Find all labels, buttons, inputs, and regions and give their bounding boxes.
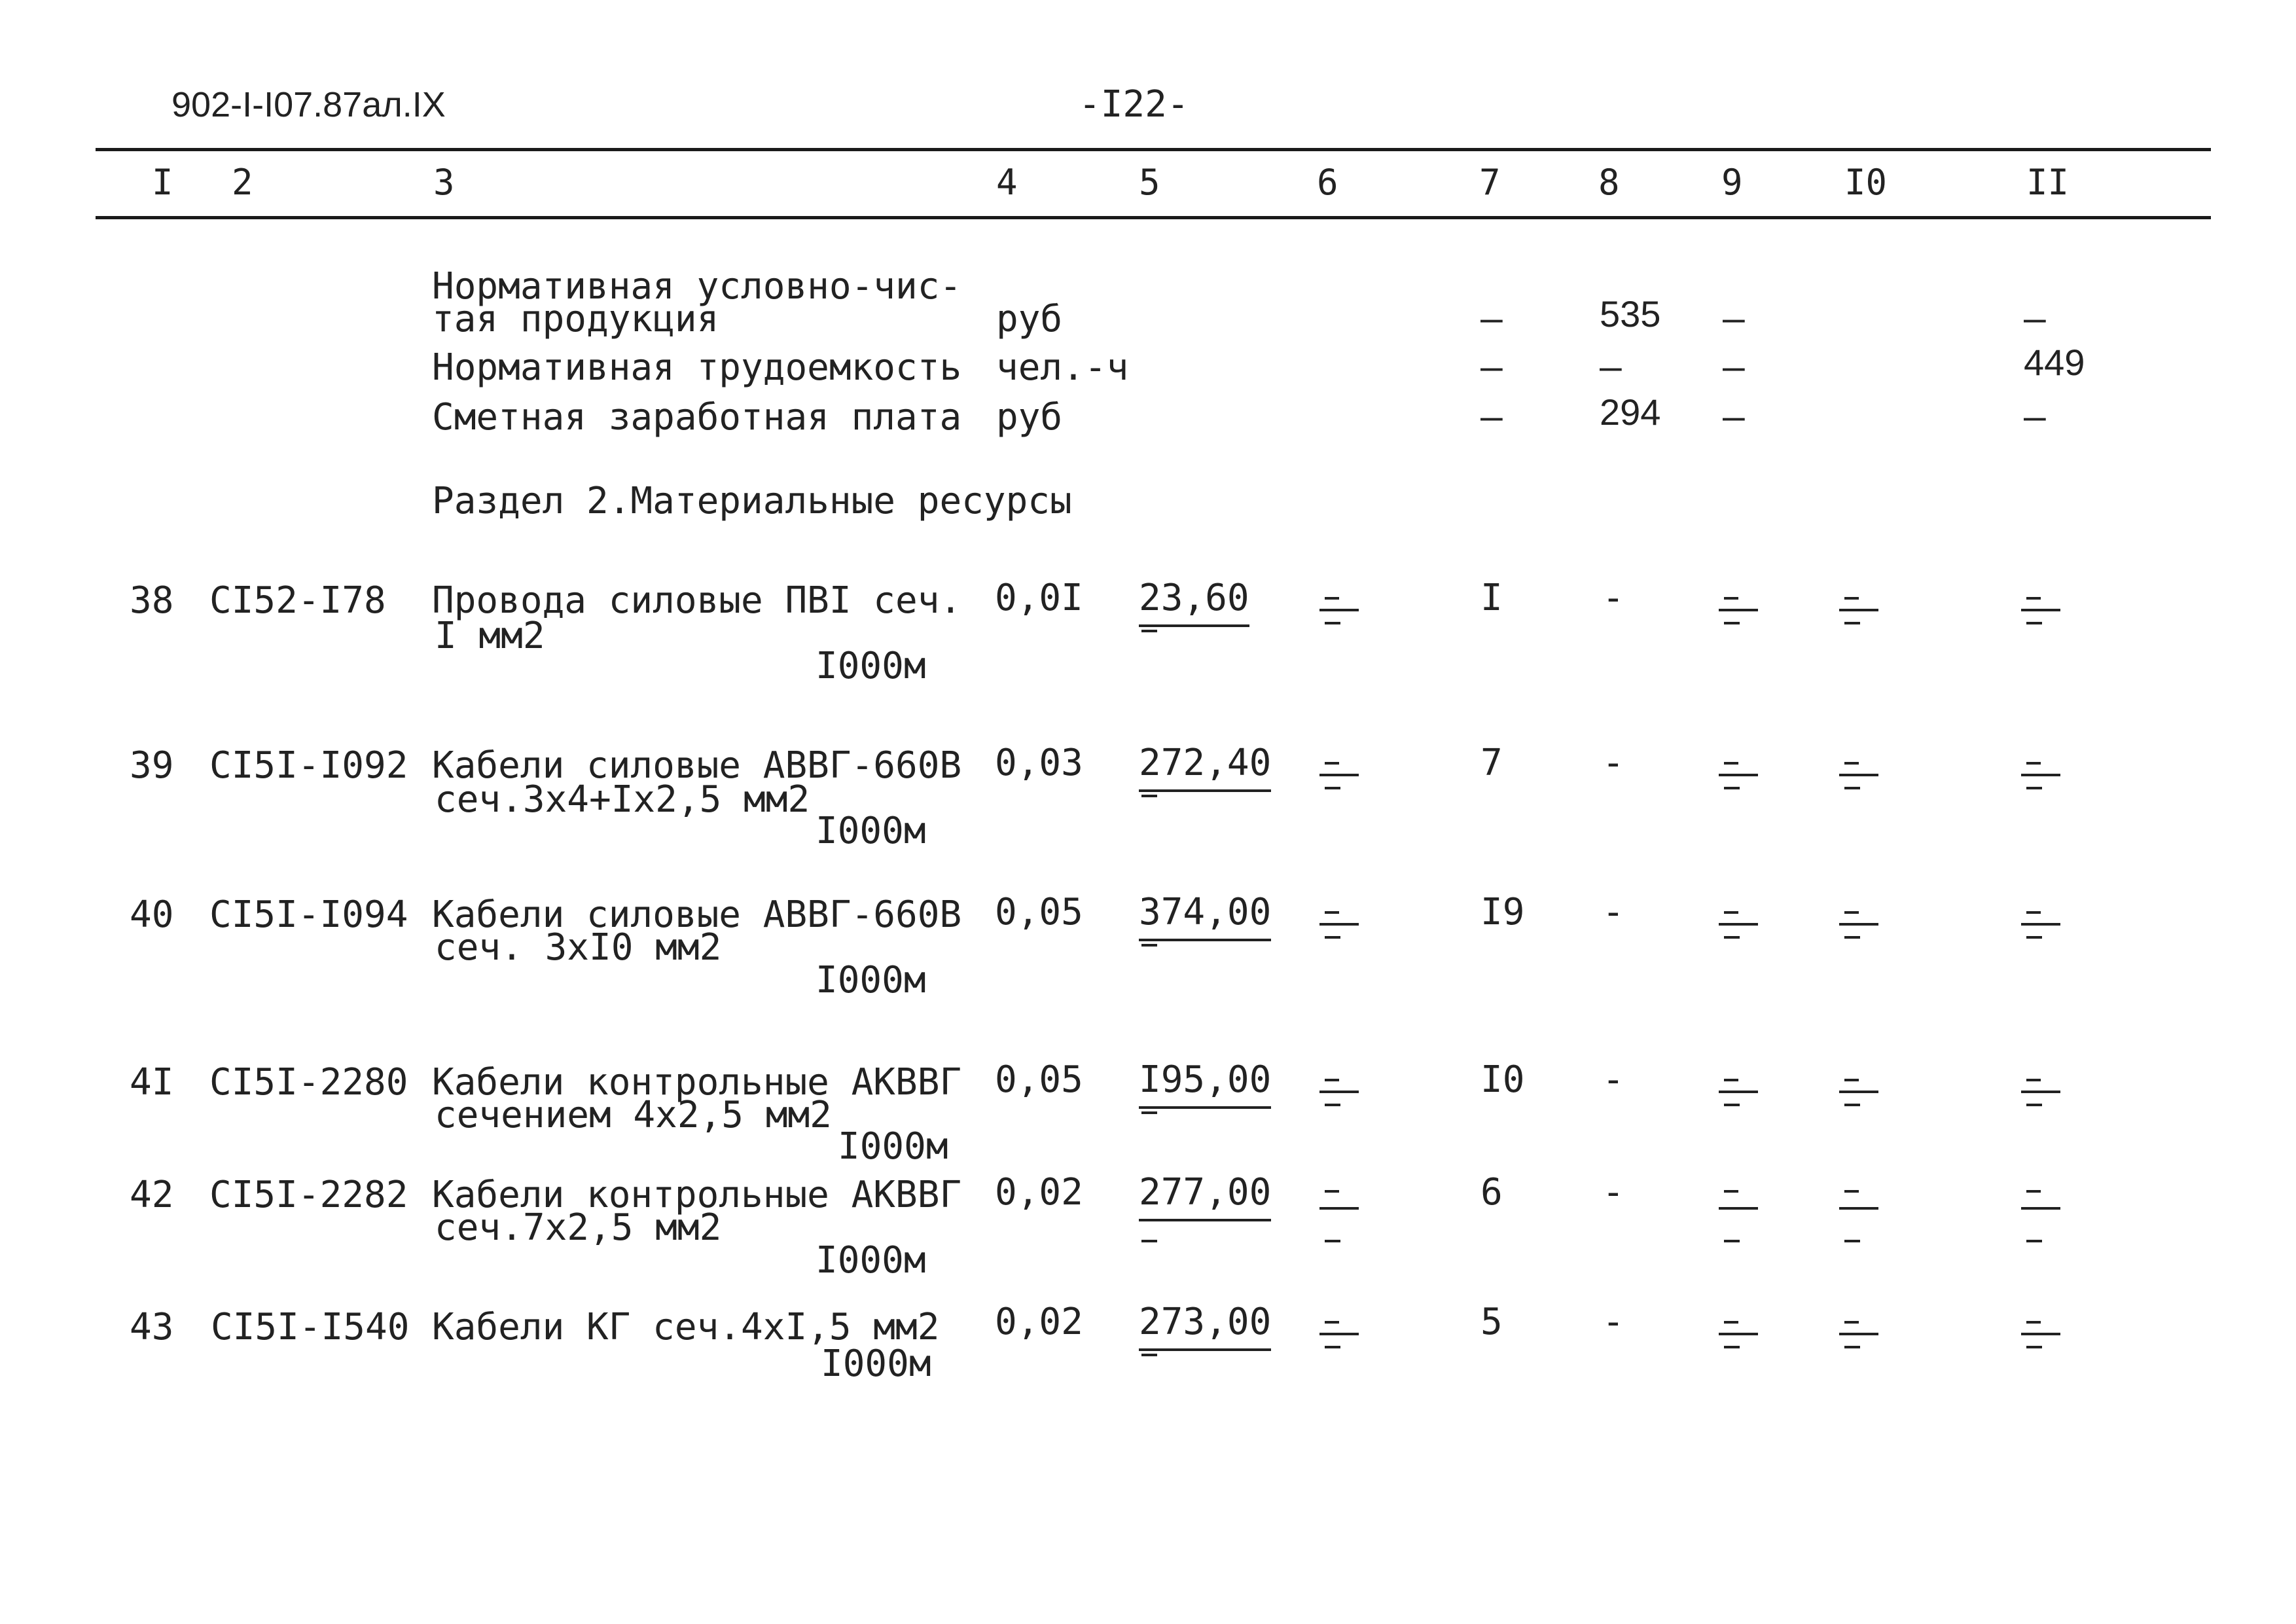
summary-col9: – xyxy=(1723,298,1745,340)
item-name-continued: сеч. 3хI0 мм2 xyxy=(435,926,722,969)
item-col7: I0 xyxy=(1480,1058,1525,1101)
price-dash xyxy=(1141,795,1157,797)
ditto-mark xyxy=(1719,905,1759,950)
price-dash xyxy=(1141,1354,1157,1356)
item-number: 4I xyxy=(130,1061,174,1104)
item-measure-unit: I000м xyxy=(816,645,926,687)
item-quantity: 0,05 xyxy=(995,1058,1083,1101)
ditto-mark xyxy=(1319,905,1360,950)
summary-unit: руб xyxy=(996,298,1063,340)
ditto-mark xyxy=(1319,1314,1360,1360)
ditto-mark xyxy=(2021,755,2062,801)
column-number: 3 xyxy=(433,162,455,203)
item-number: 38 xyxy=(130,579,174,622)
item-code: CI5I-I094 xyxy=(209,893,408,936)
item-price xyxy=(1139,742,1272,784)
price-underline xyxy=(1139,1106,1271,1109)
item-price xyxy=(1139,577,1249,619)
summary-col8: 294 xyxy=(1600,391,1661,433)
ditto-mark xyxy=(1839,1314,1880,1360)
summary-col7: – xyxy=(1480,396,1503,439)
item-name-continued: сеч.7х2,5 мм2 xyxy=(435,1206,722,1249)
item-col7: 6 xyxy=(1480,1171,1503,1214)
price-dash xyxy=(1141,1240,1157,1242)
price-underline xyxy=(1139,624,1249,627)
item-price-value: 374,00 xyxy=(1139,891,1272,933)
item-name: Кабели силовые АВВГ-660В xyxy=(432,893,962,936)
ditto-mark xyxy=(2021,1314,2062,1360)
item-name: Кабели силовые АВВГ-660В xyxy=(432,744,962,787)
summary-col11: – xyxy=(2024,298,2046,340)
table-header-bottom-rule xyxy=(96,216,2211,219)
price-dash xyxy=(1141,944,1157,947)
ditto-mark xyxy=(2021,905,2062,950)
ditto-mark xyxy=(1319,755,1360,801)
column-number: 7 xyxy=(1479,162,1501,203)
price-dash xyxy=(1141,1111,1157,1114)
ditto-mark xyxy=(1719,755,1759,801)
summary-name-continued: тая продукция xyxy=(432,298,719,340)
summary-col8: – xyxy=(1600,346,1622,389)
item-quantity: 0,02 xyxy=(995,1301,1083,1343)
column-number: 4 xyxy=(996,162,1018,203)
section-title: Раздел 2.Материальные ресурсы xyxy=(432,480,1072,522)
column-number: 2 xyxy=(232,162,253,203)
item-name: Кабели КГ сеч.4хI,5 мм2 xyxy=(432,1306,940,1348)
column-number: 6 xyxy=(1317,162,1338,203)
item-measure-unit: I000м xyxy=(816,810,926,852)
item-measure-unit: I000м xyxy=(816,1239,926,1282)
column-number: I0 xyxy=(1844,162,1888,203)
ditto-mark xyxy=(1839,1072,1880,1118)
price-underline xyxy=(1139,1219,1271,1221)
item-code: CI5I-I092 xyxy=(209,744,408,787)
item-col8: - xyxy=(1602,1171,1624,1214)
column-number: I xyxy=(152,162,173,203)
item-price xyxy=(1139,891,1272,933)
item-price-value: I95,00 xyxy=(1139,1058,1272,1101)
item-name: Провода силовые ПВI сеч. xyxy=(432,579,962,622)
item-col7: I xyxy=(1480,577,1503,619)
item-measure-unit: I000м xyxy=(816,959,926,1001)
ditto-mark xyxy=(1719,590,1759,636)
ditto-mark xyxy=(1319,1183,1360,1249)
summary-unit: чел.-ч xyxy=(996,346,1129,389)
price-underline xyxy=(1139,1348,1271,1351)
column-number: 8 xyxy=(1598,162,1620,203)
ditto-mark xyxy=(1319,590,1360,636)
summary-col8: 535 xyxy=(1600,293,1661,334)
price-dash xyxy=(1141,630,1157,632)
ditto-mark xyxy=(1839,755,1880,801)
summary-col9: – xyxy=(1723,346,1745,389)
item-col8: - xyxy=(1602,1058,1624,1101)
item-col7: 5 xyxy=(1480,1301,1503,1343)
summary-col11: – xyxy=(2024,396,2046,439)
item-price-value: 272,40 xyxy=(1139,742,1272,784)
ditto-mark xyxy=(2021,1183,2062,1249)
ditto-mark xyxy=(1839,1183,1880,1249)
item-col8: - xyxy=(1602,891,1624,933)
summary-unit: руб xyxy=(996,396,1063,439)
item-name-continued: I мм2 xyxy=(435,615,545,657)
item-code: CI52-I78 xyxy=(209,579,386,622)
item-col7: 7 xyxy=(1480,742,1503,784)
price-underline xyxy=(1139,939,1271,941)
ditto-mark xyxy=(1839,590,1880,636)
item-quantity: 0,05 xyxy=(995,891,1083,933)
column-number: 5 xyxy=(1139,162,1160,203)
item-col8: - xyxy=(1602,742,1624,784)
price-underline xyxy=(1139,789,1271,792)
item-quantity: 0,0I xyxy=(995,577,1083,619)
item-price xyxy=(1139,1171,1272,1214)
item-code: CI5I-I540 xyxy=(211,1306,410,1348)
item-price-value: 23,60 xyxy=(1139,577,1249,619)
item-price-value: 277,00 xyxy=(1139,1171,1272,1214)
summary-col7: – xyxy=(1480,346,1503,389)
item-number: 42 xyxy=(130,1174,174,1216)
column-number: 9 xyxy=(1721,162,1743,203)
summary-name: Нормативная условно-чис- xyxy=(432,265,962,308)
summary-name: Нормативная трудоемкость xyxy=(432,346,962,389)
item-col8: - xyxy=(1602,577,1624,619)
item-price xyxy=(1139,1058,1272,1101)
item-measure-unit: I000м xyxy=(821,1343,931,1385)
item-name: Кабели контрольные АКВВГ xyxy=(432,1061,962,1104)
item-code: CI5I-2282 xyxy=(209,1174,408,1216)
ditto-mark xyxy=(1319,1072,1360,1118)
ditto-mark xyxy=(1839,905,1880,950)
item-number: 39 xyxy=(130,744,174,787)
item-quantity: 0,02 xyxy=(995,1171,1083,1214)
page-number: -I22- xyxy=(1079,83,1189,126)
ditto-mark xyxy=(2021,590,2062,636)
ditto-mark xyxy=(2021,1072,2062,1118)
summary-col7: – xyxy=(1480,298,1503,340)
column-number: II xyxy=(2026,162,2070,203)
summary-col11: 449 xyxy=(2024,342,2085,383)
item-measure-unit: I000м xyxy=(838,1125,948,1168)
item-quantity: 0,03 xyxy=(995,742,1083,784)
summary-col9: – xyxy=(1723,396,1745,439)
item-number: 40 xyxy=(130,893,174,936)
item-name-continued: сечением 4х2,5 мм2 xyxy=(435,1094,832,1136)
item-col8: - xyxy=(1602,1301,1624,1343)
item-name-continued: сеч.3х4+Iх2,5 мм2 xyxy=(435,778,810,821)
ditto-mark xyxy=(1719,1314,1759,1360)
ditto-mark xyxy=(1719,1183,1759,1249)
table-top-rule xyxy=(96,148,2211,151)
item-name: Кабели контрольные АКВВГ xyxy=(432,1174,962,1216)
item-col7: I9 xyxy=(1480,891,1525,933)
item-code: CI5I-2280 xyxy=(209,1061,408,1104)
document-code: 902-I-I07.87ал.IX xyxy=(171,85,446,124)
ditto-mark xyxy=(1719,1072,1759,1118)
summary-name: Сметная заработная плата xyxy=(432,396,962,439)
item-price-value: 273,00 xyxy=(1139,1301,1272,1343)
item-price xyxy=(1139,1301,1272,1343)
item-number: 43 xyxy=(130,1306,174,1348)
